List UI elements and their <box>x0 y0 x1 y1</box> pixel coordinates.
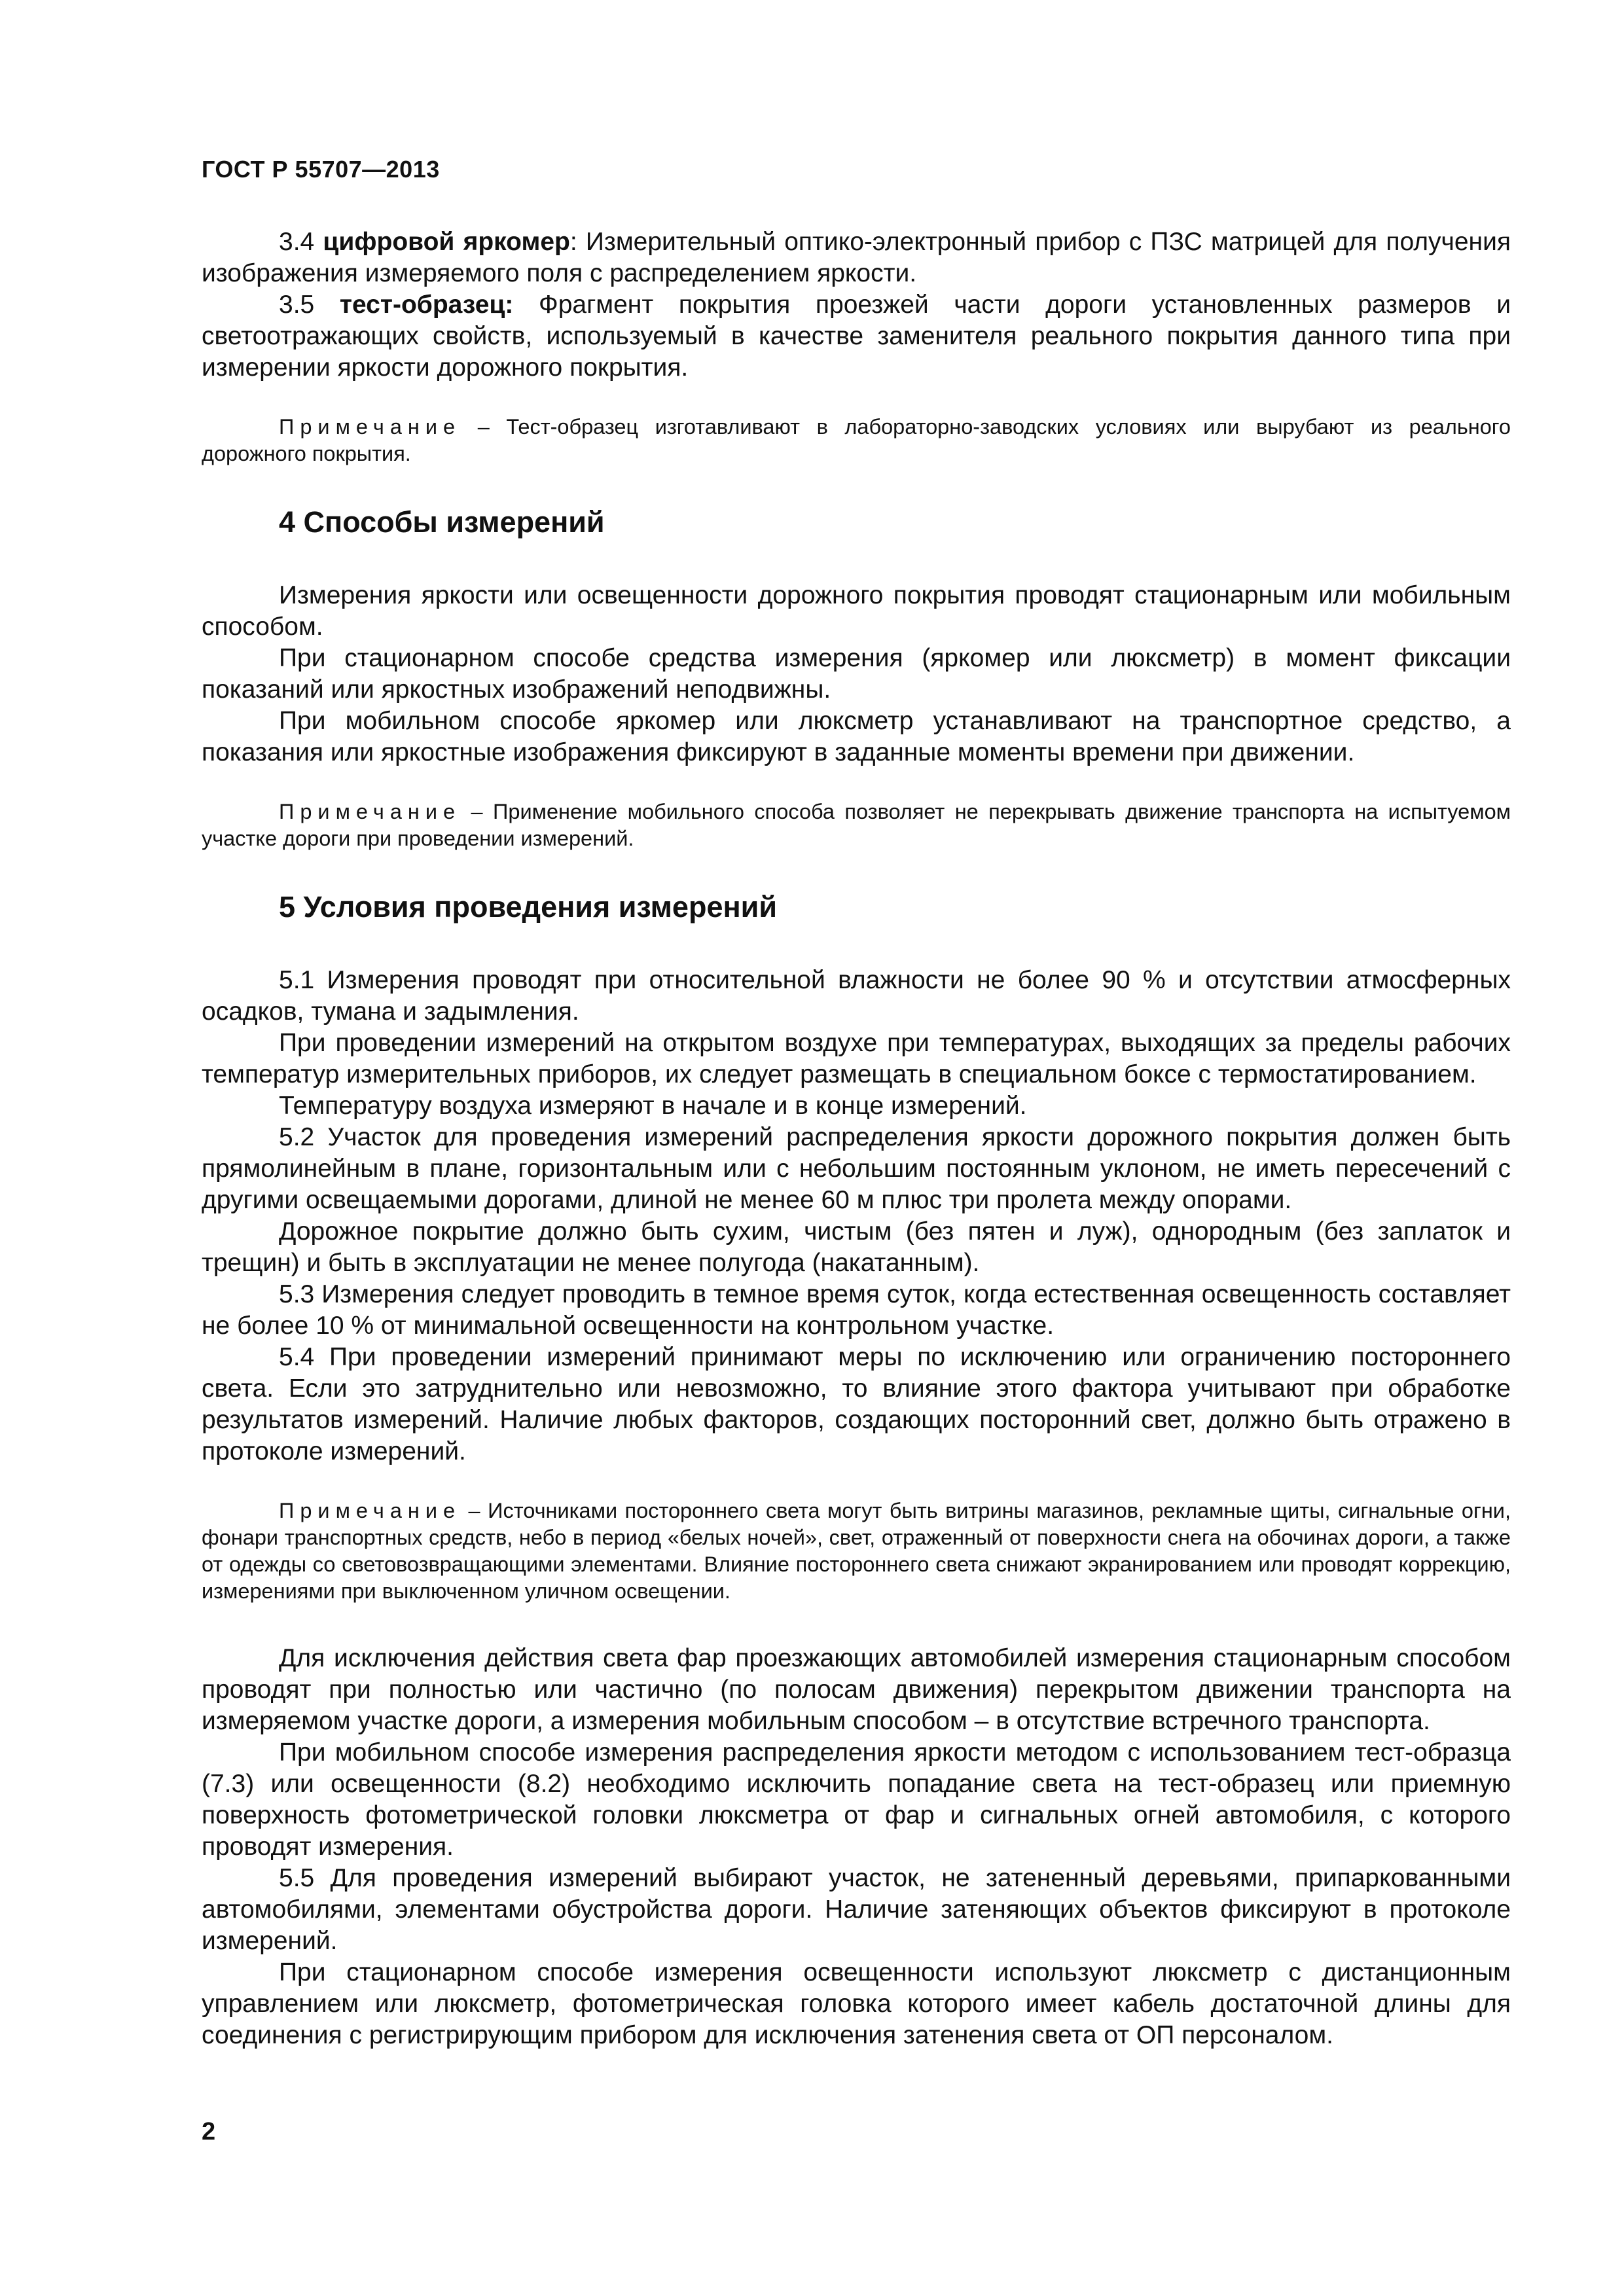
term-name: тест-образец: <box>339 291 514 319</box>
note-2: Примечание – Применение мобильного способа позволяет не перекрывать движение транспорта на испытуемом участке дороги при проведении измерений. <box>202 800 1511 850</box>
section-5-title: 5 Условия проведения измерений <box>279 890 777 924</box>
term-number: 3.4 <box>279 228 315 256</box>
section-4-paragraph: При мобильном способе яркомер или люксметр устанавливают на транспортное средство, а показания или яркостные изображения фиксируют в заданные моменты времени при движении. <box>202 707 1511 766</box>
section-5-paragraph: При стационарном способе измерения освещенности используют люксметр с дистанционным управлением или люксметр, фотометрическая головка которого имеет кабель достаточной длины для соединения с регистрирующим прибором для исключения затенения света от ОП персоналом. <box>202 1958 1511 2049</box>
page-content <box>202 156 1511 2051</box>
section-5-paragraph: 5.5 Для проведения измерений выбирают участок, не затененный деревьями, припаркованными автомобилями, элементами обустройства дороги. Наличие затеняющих объектов фиксируют в протоколе измерений. <box>202 1864 1511 1955</box>
section-5-paragraph: Температуру воздуха измеряют в начале и в конце измерений. <box>279 1092 1027 1120</box>
term-name: цифровой яркомер <box>323 228 570 256</box>
note-text: Применение мобильного способа позволяет не перекрывать движение транспорта на испытуемом участке дороги при проведении измерений. <box>202 800 1511 850</box>
term-3-5 <box>202 289 1511 384</box>
term-definition: Измерительный оптико-электронный прибор с ПЗС матрицей для получения изображения измеряемого поля с распределением яркости. <box>202 228 1511 287</box>
section-4-paragraph: При стационарном способе средства измерения (яркомер или люксметр) в момент фиксации показаний или яркостных изображений неподвижны. <box>202 644 1511 704</box>
section-5-paragraph: 5.1 Измерения проводят при относительной влажности не более 90 % и отсутствии атмосферных осадков, тумана и задымления. <box>202 966 1511 1026</box>
note-1: Примечание – Тест-образец изготавливают в лабораторно-заводских условиях или вырубают из реального дорожного покрытия. <box>202 415 1511 465</box>
section-4-paragraph: Измерения яркости или освещенности дорожного покрытия проводят стационарным или мобильным способом. <box>202 581 1511 641</box>
term-definition: Фрагмент покрытия проезжей части дороги установленных размеров и светоотражающих свойств, используемый в качестве заменителя реального покрытия данного типа при измерении яркости дорожного покрытия. <box>202 291 1511 382</box>
section-5-paragraph: При мобильном способе измерения распределения яркости методом с использованием тест-образца (7.3) или освещенности (8.2) необходимо исключить попадание света на тест-образец или приемную поверхность фотометрической головки люксметра от фар и сигнальных огней автомобиля, с которого проводят измерения. <box>202 1738 1511 1861</box>
section-5-paragraph: Для исключения действия света фар проезжающих автомобилей измерения стационарным способом проводят при полностью или частично (по полосам движения) перекрытом движении транспорта на измеряемом участке дороги, а измерения мобильным способом – в отсутствие встречного транспорта. <box>202 1644 1511 1735</box>
note-3: Примечание – Источниками постороннего света могут быть витрины магазинов, рекламные щиты, сигнальные огни, фонари транспортных средств, небо в период «белых ночей», свет, отраженный от поверхности снега на обочинах дороги, а также от одежды со световозвращающими элементами. Влияние постороннего света снижают экранированием или проводят коррекцию, измерениями при выключенном уличном освещении. <box>202 1499 1511 1603</box>
page-number: 2 <box>202 2118 216 2145</box>
section-5-paragraph: 5.4 При проведении измерений принимают меры по исключению или ограничению постороннего света. Если это затруднительно или невозможно, то влияние этого фактора учитывают при обработке результатов измерений. Наличие любых факторов, создающих посторонний свет, должно быть отражено в протоколе измерений. <box>202 1343 1511 1465</box>
section-5-paragraph: 5.2 Участок для проведения измерений распределения яркости дорожного покрытия должен быть прямолинейным в плане, горизонтальным или с небольшим постоянным уклоном, не иметь пересечений с другими освещаемыми дорогами, длиной не менее 60 м плюс три пролета между опорами. <box>202 1123 1511 1214</box>
note-text: Тест-образец изготавливают в лабораторно-заводских условиях или вырубают из реального дорожного покрытия. <box>202 415 1511 465</box>
section-5-paragraph: Дорожное покрытие должно быть сухим, чистым (без пятен и луж), однородным (без заплаток и трещин) и быть в эксплуатации не менее полугода (накатанным). <box>202 1217 1511 1277</box>
term-sep: : <box>569 228 577 256</box>
section-5-paragraph: 5.3 Измерения следует проводить в темное время суток, когда естественная освещенность составляет не более 10 % от минимальной освещенности на контрольном участке. <box>202 1280 1511 1340</box>
term-number: 3.5 <box>279 291 315 319</box>
note-label: Примечание <box>279 800 461 823</box>
doc-header: ГОСТ Р 55707—2013 <box>202 156 440 183</box>
note-label: Примечание <box>279 415 461 439</box>
note-text: Источниками постороннего света могут быть витрины магазинов, рекламные щиты, сигнальные огни, фонари транспортных средств, небо в период «белых ночей», свет, отраженный от поверхности снега на обочинах дороги, а также от одежды со световозвращающими элементами. Влияние постороннего света снижают экранированием или проводят коррекцию, измерениями при выключенном уличном освещении. <box>202 1499 1511 1603</box>
section-4-title: 4 Способы измерений <box>279 505 605 539</box>
term-3-4 <box>202 226 1511 289</box>
note-label: Примечание <box>279 1499 461 1522</box>
section-5-paragraph: При проведении измерений на открытом воздухе при температурах, выходящих за пределы рабочих температур измерительных приборов, их следует размещать в специальном боксе с термостатированием. <box>202 1029 1511 1088</box>
